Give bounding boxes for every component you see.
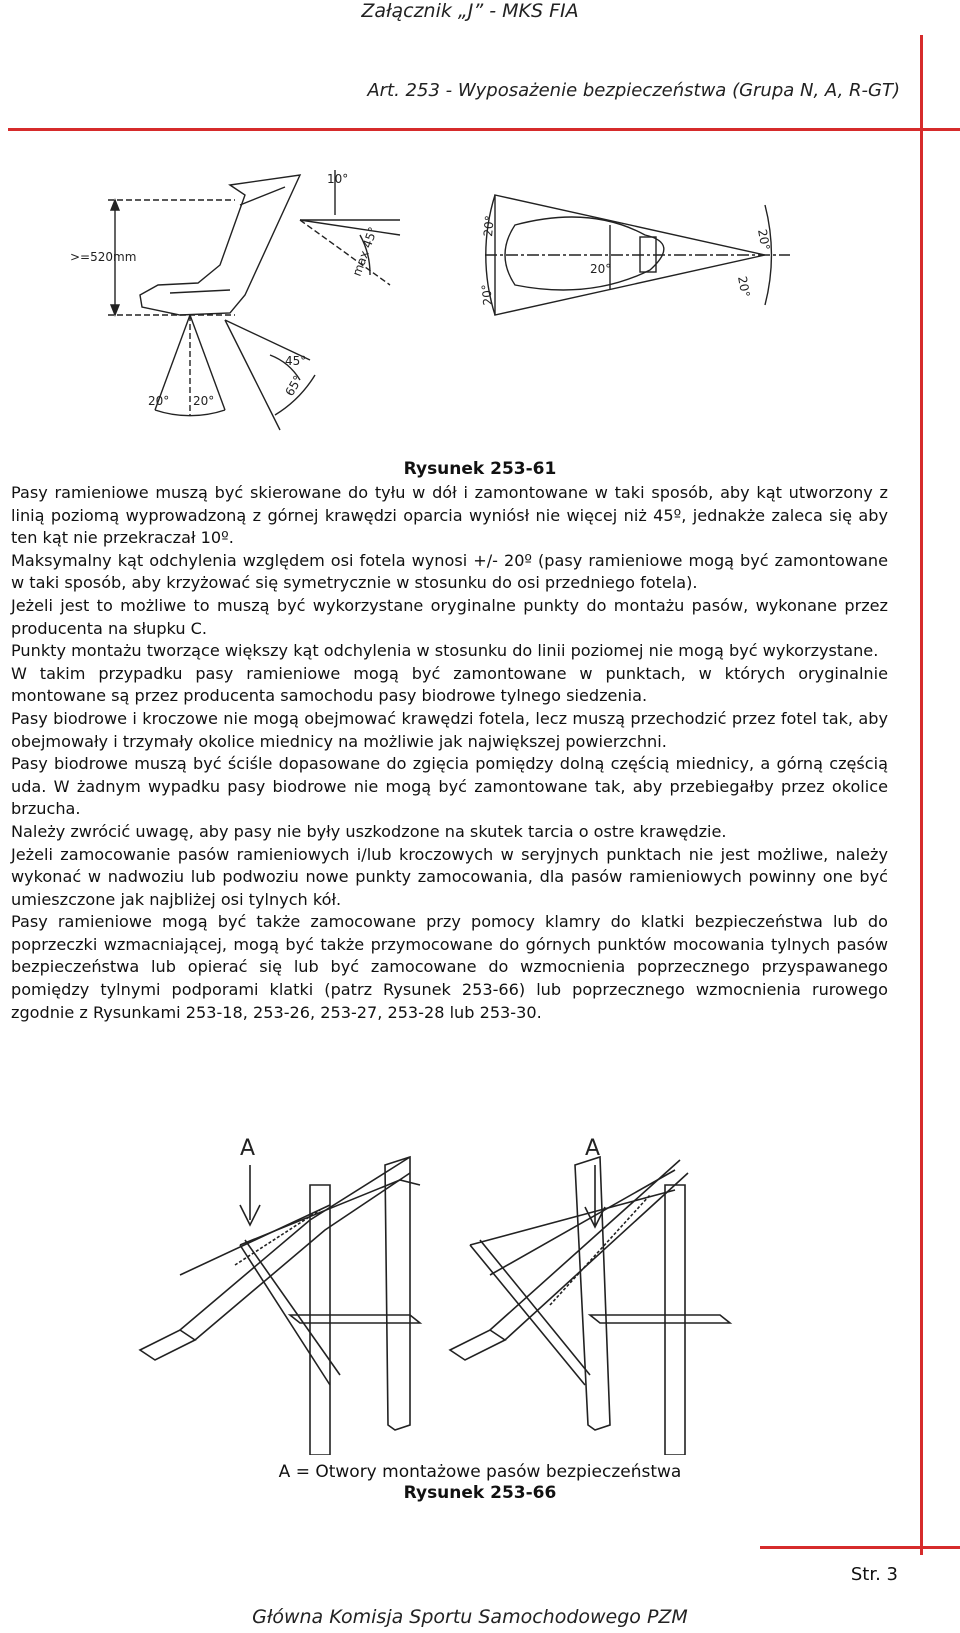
body-text [11, 482, 888, 1024]
annex-title: Załącznik „J” - MKS FIA [361, 0, 579, 22]
footer-org: Główna Komisja Sportu Samochodowego PZM [252, 1606, 688, 1628]
figure-253-66 [120, 1125, 820, 1455]
paragraph: Pasy biodrowe muszą być ściśle dopasowane do zgięcia pomiędzy dolną częścią miednicy, a górną częścią uda. W żadnym wypadku pasy biodrowe nie mogą być zamontowane tak, aby przebiegałby przez okolice brzucha. [11, 754, 888, 819]
paragraph: Jeżeli jest to możliwe to muszą być wykorzystane oryginalne punkty do montażu pasów, wykonane przez producenta na słupku C. [11, 595, 888, 638]
label-angle-20-left: 20° [148, 394, 170, 408]
label-angle-10: 10° [327, 172, 349, 186]
label-angle-20-right: 20° [193, 394, 215, 408]
label-top-20-c: 20° [590, 262, 612, 276]
paragraph: Pasy biodrowe i kroczowe nie mogą obejmować krawędzi fotela, lecz muszą przechodzić przez fotel tak, aby obejmowały i trzymały okolice miednicy na możliwie jak największej powierzchni. [11, 708, 888, 751]
label-a-right: A [585, 1136, 601, 1161]
header-rule [8, 128, 960, 131]
paragraph: Należy zwrócić uwagę, aby pasy nie były uszkodzone na skutek tarcia o ostre krawędzie. [11, 821, 727, 841]
figure2-legend: A = Otwory montażowe pasów bezpieczeństwa [278, 1462, 682, 1482]
paragraph: Pasy ramieniowe mogą być także zamocowane przy pomocy klamry do klatki bezpieczeństwa lub do poprzeczki wzmacniającej, mogą być także przymocowane do górnych punktów mocowania tylnych pasów bezpieczeństwa lub opierać się lub być zamocowane do wzmocnienia poprzecznego przyspawanego pomiędzy tylnymi podporami klatki (patrz Rysunek 253-66) lub poprzecznego wzmocnienia rurowego zgodnie z Rysunkami 253-18, 253-26, 253-27, 253-28 lub 253-30. [11, 912, 888, 1022]
label-seat-height: >=520mm [70, 250, 137, 264]
figure1-caption: Rysunek 253-61 [403, 459, 557, 479]
paragraph: Maksymalny kąt odchylenia względem osi fotela wynosi +/- 20º (pasy ramieniowe mogą być zamontowane w taki sposób, aby krzyżować się symetrycznie w stosunku do osi przedniego fotela). [11, 550, 888, 593]
label-a-left: A [240, 1136, 256, 1161]
label-top-20-d: 20° [755, 228, 773, 252]
paragraph: Jeżeli zamocowanie pasów ramieniowych i/lub kroczowych w seryjnych punktach nie jest możliwe, należy wykonać w nadwoziu lub podwoziu nowe punkty zamocowania, dla pasów ramieniowych powinny one być umieszczone jak najbliżej osi tylnych kół. [11, 844, 888, 909]
label-max45: max 45° [349, 225, 381, 279]
label-top-20-b: 20° [479, 283, 495, 306]
label-angle-65: 65° [282, 373, 306, 399]
seat-outline [140, 175, 300, 315]
page-number: Str. 3 [850, 1564, 898, 1585]
label-top-20-e: 20° [735, 275, 753, 299]
footer-rule [760, 1546, 960, 1549]
margin-rule [920, 35, 923, 1555]
paragraph: W takim przypadku pasy ramieniowe mogą być zamontowane w punktach, w których oryginalnie montowane są przez producenta samochodu pasy biodrowe tylnego siedzenia. [11, 663, 888, 706]
label-top-20-a: 20° [481, 214, 497, 238]
figure-253-61 [70, 165, 830, 435]
article-title: Art. 253 - Wyposażenie bezpieczeństwa (Grupa N, A, R-GT) [367, 80, 900, 101]
label-angle-45: 45° [285, 354, 307, 368]
paragraph: Pasy ramieniowe muszą być skierowane do tyłu w dół i zamontowane w taki sposób, aby kąt utworzony z linią poziomą wyprowadzoną z górnej krawędzi oparcia wyniósł nie więcej niż 45º, jednakże zaleca się aby ten kąt nie przekraczał 10º. [11, 483, 888, 548]
figure2-caption: Rysunek 253-66 [403, 1483, 557, 1503]
paragraph: Punkty montażu tworzące większy kąt odchylenia w stosunku do linii poziomej nie mogą być wykorzystane. [11, 641, 879, 661]
